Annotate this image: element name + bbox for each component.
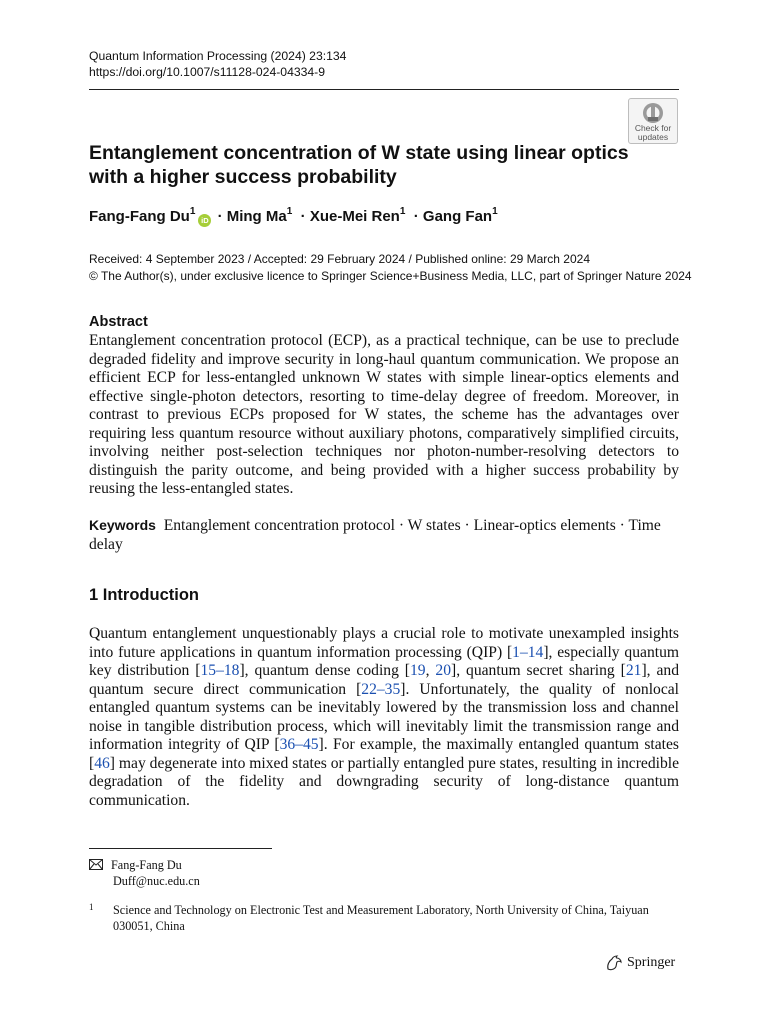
keywords-block <box>89 516 679 554</box>
doi-link[interactable]: https://doi.org/10.1007/s11128-024-04334-9 <box>89 65 326 79</box>
author-name[interactable]: Ming Ma <box>226 208 287 225</box>
author-name[interactable]: Xue-Mei Ren <box>309 208 400 225</box>
publisher-logo <box>605 955 675 971</box>
intro-text-segment: ], especially quantum key distribution [ <box>89 643 679 679</box>
author-affiliation-mark: 1 <box>189 206 196 217</box>
citation-link[interactable]: 20 <box>435 662 452 679</box>
journal-header <box>89 48 346 80</box>
crossmark-icon <box>642 102 664 124</box>
publisher-name: Springer <box>627 955 676 970</box>
author-affiliation-mark: 1 <box>492 206 498 217</box>
introduction-paragraph <box>89 625 679 810</box>
publication-history <box>89 251 692 285</box>
abstract-heading: Abstract <box>89 314 148 330</box>
keywords-list: Entanglement concentration protocol · W states · Linear-optics elements · Time delay <box>89 517 661 553</box>
citation-link[interactable]: 15–18 <box>200 662 240 679</box>
intro-text-segment: , <box>425 662 436 679</box>
author-separator: · <box>217 208 223 225</box>
citation-link[interactable]: 1–14 <box>512 643 544 661</box>
dates-line: Received: 4 September 2023 / Accepted: 29 February 2024 / Published online: 29 March 2024 <box>89 252 590 266</box>
paper-title: Entanglement concentration of W state using linear optics with a higher success probability <box>89 142 629 188</box>
envelope-icon <box>89 859 103 870</box>
header-rule <box>89 89 679 90</box>
affiliation-text: Science and Technology on Electronic Test and Measurement Laboratory, North University of China, Taiyuan 030051, China <box>113 903 649 933</box>
orcid-icon[interactable]: iD <box>198 214 211 227</box>
citation-link[interactable]: 22–35 <box>361 680 401 698</box>
author-list <box>89 208 498 227</box>
author-affiliation-mark: 1 <box>399 206 406 217</box>
citation-link[interactable]: 19 <box>410 662 426 679</box>
citation-link[interactable]: 21 <box>625 662 642 679</box>
intro-text-segment: ]. For example, the maximally entangled quantum states [ <box>89 736 679 772</box>
intro-text-segment: ] may degenerate into mixed states or partially entangled pure states, resulting in incredible degradation of the fidelity and downgrading security of long-distance quantum communication. <box>89 754 679 809</box>
badge-label-line2: updates <box>637 132 669 142</box>
copyright-line: © The Author(s), under exclusive licence to Springer Science+Business Media, LLC, part of Springer Nature 2024 <box>89 269 692 283</box>
intro-text-segment: ]. Unfortunately, the quality of nonlocal entangled quantum systems can be inevitably lowered by the transmission loss and channel noise in tangible distribution process, which will inevitably limit the transmission range and information integrity of QIP [ <box>89 680 679 753</box>
citation-link[interactable]: 36–45 <box>279 736 319 753</box>
intro-text-segment: ], quantum secret sharing [ <box>451 662 626 679</box>
intro-text-segment: Quantum entanglement unquestionably plays a crucial role to motivate unexampled insights into future applications in quantum information processing (QIP) [ <box>89 625 679 661</box>
author-affiliation-mark: 1 <box>286 206 293 217</box>
badge-label-line1: Check for <box>634 123 672 133</box>
author-name[interactable]: Gang Fan <box>422 208 493 225</box>
footnote-rule <box>89 848 272 849</box>
check-for-updates-badge[interactable] <box>628 98 678 144</box>
author-name[interactable]: Fang-Fang Du <box>89 208 190 225</box>
corresponding-author <box>89 857 200 889</box>
journal-citation: Quantum Information Processing (2024) 23:134 <box>89 49 347 63</box>
author-email-link[interactable]: Duff@nuc.edu.cn <box>113 874 200 888</box>
abstract-body: Entanglement concentration protocol (ECP), as a practical technique, can be use to preclude degraded fidelity and improve security in long-haul quantum communication. We propose an efficient ECP for less-entangled unknown W states with simple linear-optics elements and effective single-photon detectors, resorting to time-delay degree of freedom. Moreover, in contrast to previous ECPs proposed for W states, the scheme has the advantages over requiring less quantum resource without auxiliary photons, comparatively simplified circuits, involving neither post-selection techniques nor photon-number-resolving detectors to distinguish the parity outcome, and being provided with a higher success probability by reusing the less-entangled states. <box>89 332 679 497</box>
author-separator: · <box>413 208 419 225</box>
keywords-label: Keywords <box>89 517 156 533</box>
affiliation-number: 1 <box>89 902 94 912</box>
intro-text-segment: ], quantum dense coding [ <box>239 662 410 679</box>
affiliation-footnote <box>89 902 679 934</box>
author-separator: · <box>300 208 306 225</box>
intro-text-segment: ], and quantum secure direct communication [ <box>89 662 679 698</box>
corresponding-author-name: Fang-Fang Du <box>111 858 182 872</box>
section-heading-introduction: 1 Introduction <box>89 586 199 604</box>
citation-link[interactable]: 46 <box>94 754 110 772</box>
springer-horse-icon <box>605 955 623 971</box>
